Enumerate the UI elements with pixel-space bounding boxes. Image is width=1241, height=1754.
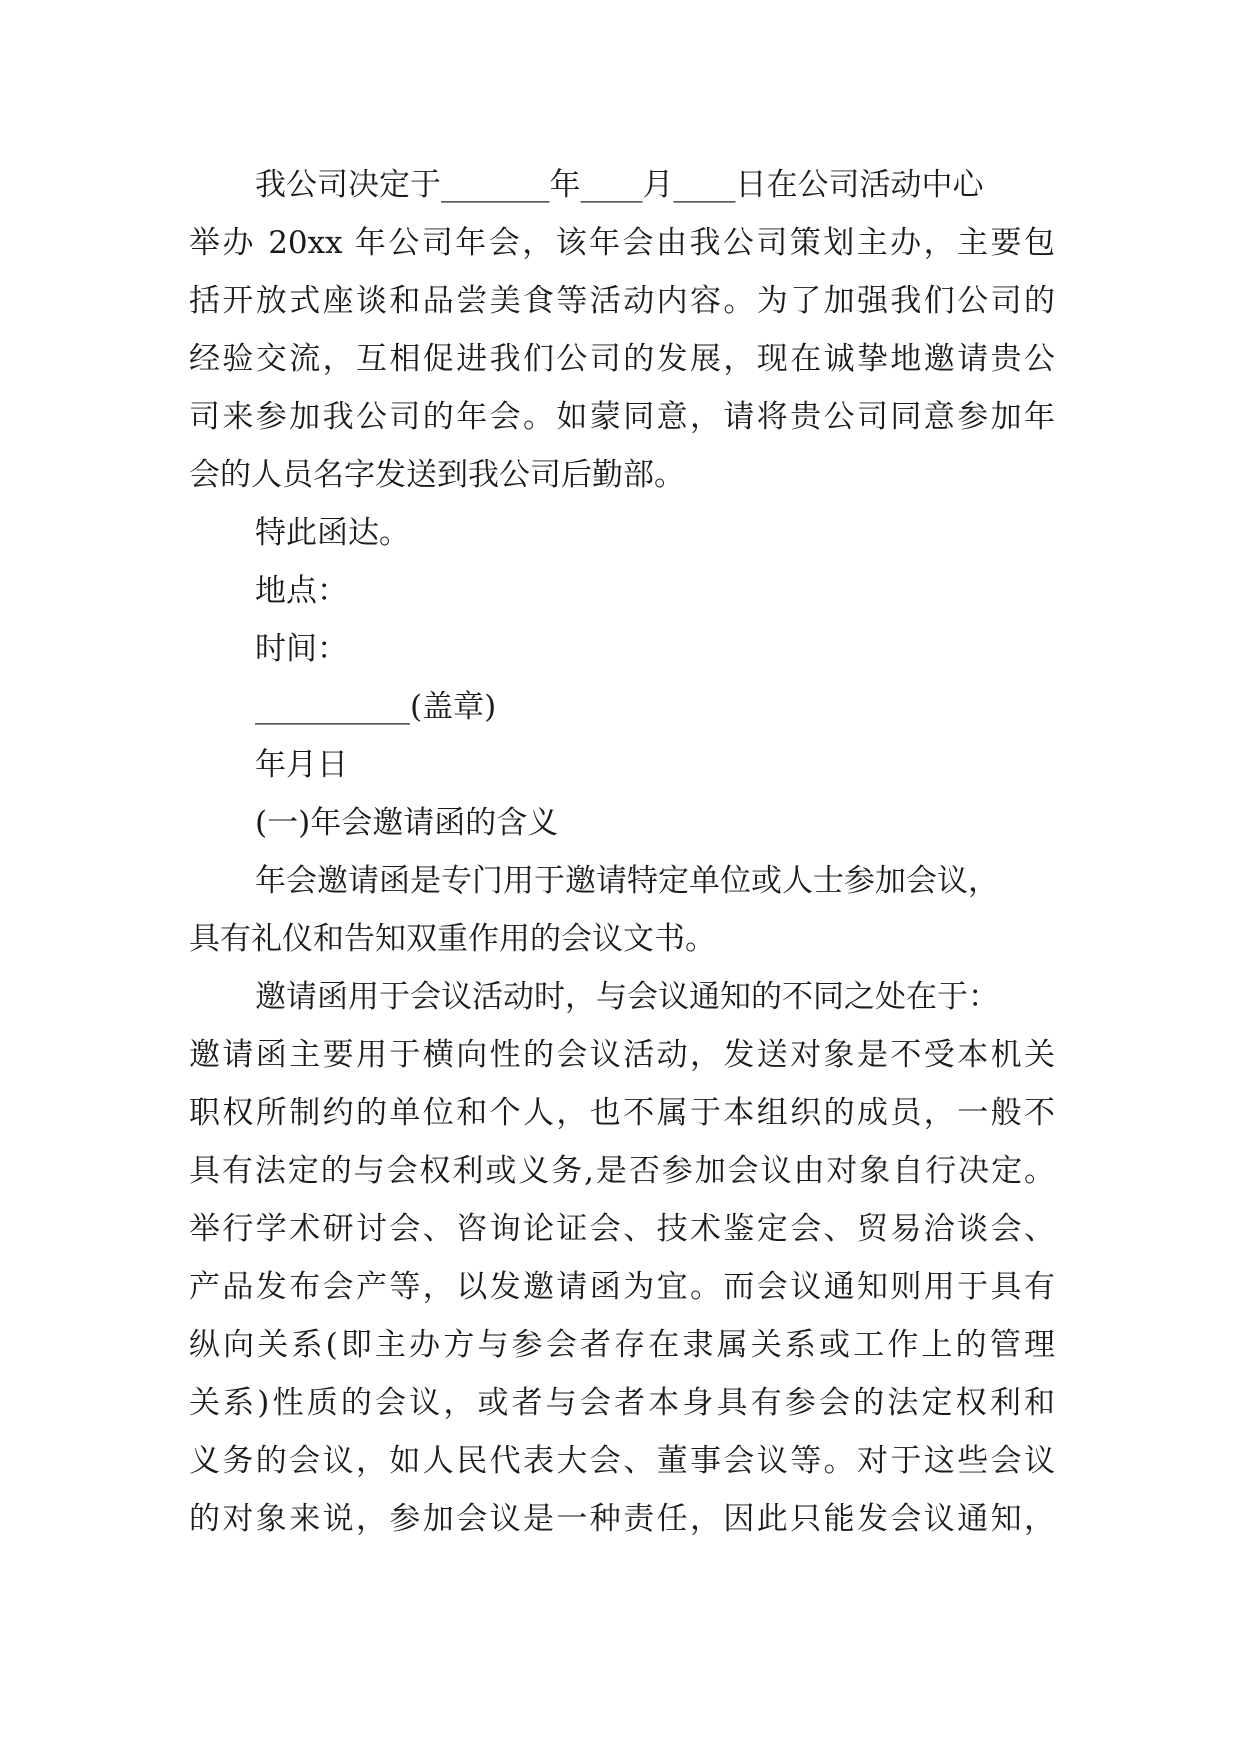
comparison-line-9: 义务的会议，如人民代表大会、董事会议等。对于这些会议 [189, 1443, 1055, 1479]
comparison-line-5: 举行学术研讨会、咨询论证会、技术鉴定会、贸易洽谈会、 [189, 1211, 1055, 1247]
location-label: 地点： [255, 573, 348, 609]
closing-phrase: 特此函达。 [255, 515, 410, 551]
paragraph-invitation-line-2: 举办 20xx 年公司年会，该年会由我公司策划主办，主要包 [189, 225, 1055, 261]
section-heading: (一)年会邀请函的含义 [255, 805, 559, 841]
paragraph-invitation-line-3: 括开放式座谈和品尝美食等活动内容。为了加强我们公司的 [189, 283, 1055, 319]
comparison-line-1: 邀请函用于会议活动时，与会议通知的不同之处在于： [255, 979, 999, 1015]
paragraph-invitation-line-1: 我公司决定于_______年____月____日在公司活动中心 [255, 167, 984, 203]
date-line: 年月日 [255, 747, 348, 783]
paragraph-invitation-line-6: 会的人员名字发送到我公司后勤部。 [189, 457, 685, 493]
comparison-line-7: 纵向关系(即主办方与参会者存在隶属关系或工作上的管理 [189, 1327, 1055, 1363]
definition-line-1: 年会邀请函是专门用于邀请特定单位或人士参加会议， [255, 863, 999, 899]
comparison-line-10: 的对象来说，参加会议是一种责任，因此只能发会议通知， [189, 1501, 1055, 1537]
definition-line-2: 具有礼仪和告知双重作用的会议文书。 [189, 921, 716, 957]
seal-line: __________(盖章) [255, 689, 497, 725]
comparison-line-3: 职权所制约的单位和个人，也不属于本组织的成员，一般不 [189, 1095, 1055, 1131]
comparison-line-6: 产品发布会产等，以发邀请函为宜。而会议通知则用于具有 [189, 1269, 1055, 1305]
time-label: 时间： [255, 631, 348, 667]
comparison-line-4: 具有法定的与会权利或义务,是否参加会议由对象自行决定。 [189, 1153, 1055, 1189]
comparison-line-2: 邀请函主要用于横向性的会议活动，发送对象是不受本机关 [189, 1037, 1055, 1073]
paragraph-invitation-line-5: 司来参加我公司的年会。如蒙同意，请将贵公司同意参加年 [189, 399, 1055, 435]
document-body [189, 156, 1055, 1548]
comparison-line-8: 关系)性质的会议，或者与会者本身具有参会的法定权利和 [189, 1385, 1055, 1421]
paragraph-invitation-line-4: 经验交流，互相促进我们公司的发展，现在诚挚地邀请贵公 [189, 341, 1055, 377]
